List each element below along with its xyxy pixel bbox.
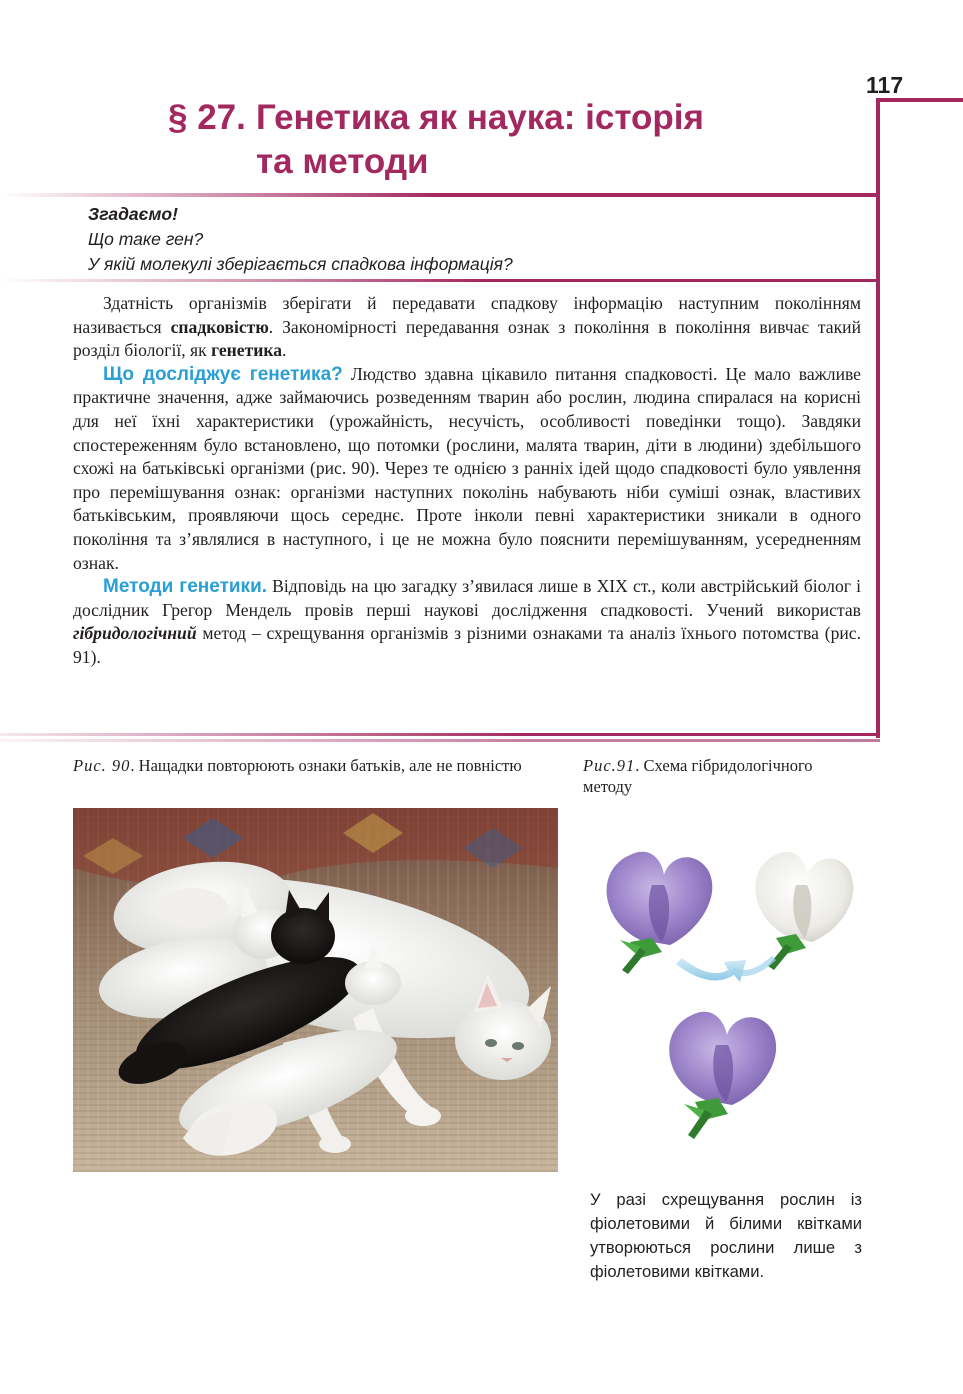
term-hybridological: гібридологічний bbox=[73, 623, 197, 644]
violet-flower-offspring bbox=[669, 1012, 776, 1139]
frame-top-line bbox=[876, 98, 963, 102]
paragraph-2 bbox=[73, 363, 861, 575]
section-number: § 27. bbox=[168, 98, 246, 137]
white-flower-parent bbox=[755, 852, 853, 970]
subheading-what-studies: Що досліджує генетика? bbox=[103, 363, 343, 385]
figure-91-label: Рис.91 bbox=[583, 756, 636, 775]
hybridization-scheme bbox=[600, 830, 860, 1160]
paragraph-3 bbox=[73, 575, 861, 669]
figure-90-caption bbox=[73, 755, 561, 776]
recall-question-1: Що таке ген? bbox=[88, 229, 204, 249]
figure-91-text: . Схема гібридологічного методу bbox=[583, 756, 813, 796]
recall-box bbox=[88, 202, 513, 277]
figure-90-label: Рис. 90 bbox=[73, 756, 131, 775]
body-divider-2 bbox=[0, 739, 880, 742]
text-span: Здатність організмів зберігати й передавати спадкову інформацію наступним поколінням називається bbox=[73, 293, 861, 337]
term-heredity: спадковістю bbox=[170, 316, 269, 337]
recall-divider bbox=[0, 279, 876, 282]
text-span: Відповідь на цю загадку з’явилася лише в XIX ст., коли австрійський біолог і дослідник Грегор Мендель провів перші наукові дослідження спадковості. Учений використав bbox=[73, 576, 861, 620]
text-span: метод – схрещування організмів з різними ознаками та аналіз їхнього потомства (рис. 91). bbox=[73, 623, 861, 667]
recall-heading: Згадаємо! bbox=[88, 204, 178, 224]
title-line-2: та методи bbox=[256, 142, 429, 181]
page-number: 117 bbox=[866, 72, 904, 98]
body-divider-1 bbox=[0, 733, 880, 736]
text-span: . bbox=[282, 340, 287, 361]
title-divider bbox=[0, 193, 876, 197]
frame-right-line bbox=[876, 98, 880, 738]
figure-91-note: У разі схрещування рослин із фіолетовими й білими квітками утворюються рослини лише з фіолетовими квітками. bbox=[590, 1190, 862, 1281]
cats-photo bbox=[73, 808, 558, 1172]
text-span: . Закономірності передавання ознак з покоління в покоління вивчає такий розділ біології, як bbox=[73, 316, 861, 361]
body-text bbox=[73, 292, 861, 670]
subheading-methods: Методи генетики. bbox=[103, 576, 268, 598]
title-line-1: Генетика як наука: історія bbox=[256, 98, 704, 137]
text-span: Людство здавна цікавило питання спадковості. Це мало важливе практичне значення, адже займаючись розведенням тварин або рослин, людина спиралася на корисні для неї їхні характеристики (урожайність, несучість, особливості поведінки тощо). Завдяки спостереженням було встановлено, що потомки (рослини, малята тварин, діти в людини) здебільшого схожі на батьківські організми (рис. 90). Через те однією з ранніх ідей щодо спадковості було уявлення про перемішування ознак: організми наступних поколінь набувають ніби суміші ознак, властивих батьківським, проявляючи щось середнє. Проте інколи певні характеристики зникали в одного покоління та з’являлися в наступного, і це не можна було пояснити перемішуванням, усередненням ознак. bbox=[73, 363, 861, 573]
page-title bbox=[168, 96, 704, 184]
violet-flower-parent bbox=[607, 852, 713, 974]
term-genetics: генетика bbox=[211, 340, 283, 361]
figure-91-caption bbox=[583, 755, 863, 797]
paragraph-1 bbox=[73, 292, 861, 363]
figure-90-text: . Нащадки повторюють ознаки батьків, але не повністю bbox=[130, 756, 522, 775]
recall-question-2: У якій молекулі зберігається спадкова інформація? bbox=[88, 254, 513, 274]
